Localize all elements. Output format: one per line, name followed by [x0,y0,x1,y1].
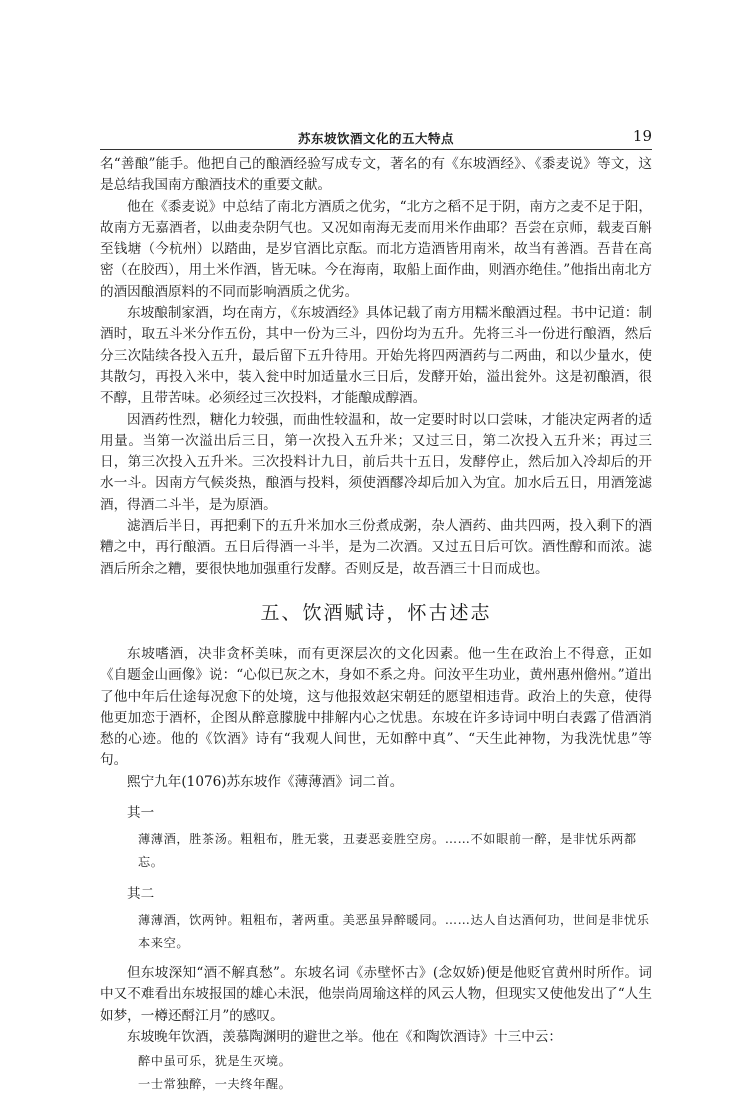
running-header [100,127,652,149]
paragraph: 因酒药性烈，糖化力较强，而曲性较温和，故一定要时时以口尝味，才能决定两者的适用量。当第一次溢出后三日，第一次投入五升米；又过三日，第二次投入五升米；再过三日，第三次投入五升米。三次投料计九日，前后共十五日，发酵停止，然后加入冷却后的开水一斗。因南方气候炎热，酿酒与投料，须使酒醪冷却后加入为宜。加水后五日，用酒笼滤酒，得酒二斗半，是为原酒。 [100,411,652,513]
paragraph: 滤酒后半日，再把剩下的五升米加水三份煮成粥，杂人酒药、曲共四两，投入剩下的酒糟之中，再行酿酒。五日后得酒一斗半，是为二次酒。又过五日后可饮。酒性醇和而浓。滤酒后所余之糟，要很快地加强重行发酵。否则反是，故吾酒三十日而成也。 [100,518,652,577]
verse-line: 醉中虽可乐，犹是生灭境。 [138,1054,292,1069]
page-number: 19 [632,127,652,145]
paragraph: 他在《黍麦说》中总结了南北方酒质之优劣，“北方之稻不足于阴，南方之麦不足于阳，故南方无嘉酒者，以曲麦杂阴气也。又况如南海无麦而用米作曲耶？吾尝在京师，载麦百斛至钱塘（今杭州）以踏曲，是岁官酒比京酝。而北方造酒皆用南米，故当有善酒。吾昔在高密（在胶西），用土米作酒，皆无味。今在海南，取船上面作曲，则酒亦绝佳。”他指出南北方的酒因酿酒原料的不同而影响酒质之优劣。 [100,198,652,300]
paragraph: 但东坡深知“酒不解真愁”。东坡名词《赤壁怀古》(念奴娇)便是他贬官黄州时所作。词中又不难看出东坡报国的雄心未泯，他崇尚周瑜这样的风云人物，但现实又使他发出了“人生如梦，一樽还酹江月”的感叹。 [100,965,652,1024]
paragraph: 名“善酿”能手。他把自己的酿酒经验写成专文，著名的有《东坡酒经》、《黍麦说》等文，这是总结我国南方酿酒技术的重要文献。 [100,156,652,194]
body-text [100,154,652,1096]
poem-label: 其一 [127,805,155,822]
header-divider [100,149,652,150]
running-header-title: 苏东坡饮酒文化的五大特点 [297,131,454,146]
paragraph: 东坡晚年饮酒，羡慕陶渊明的避世之举。他在《和陶饮酒诗》十三中云： [127,1028,562,1045]
poem-label: 其二 [127,886,155,903]
section-heading: 五、饮酒赋诗，怀古述志 [260,601,492,624]
poem-text: 薄薄酒，胜茶汤。粗粗布，胜无裳，丑妻恶妾胜空房。……不如眼前一醉，是非忧乐两都忘。 [138,832,637,870]
paragraph: 东坡嗜酒，决非贪杯美味，而有更深层次的文化因素。他一生在政治上不得意，正如《自题金山画像》说：“心似已灰之木，身如不系之舟。问汝平生功业，黄州惠州儋州。”道出了他中年后仕途每况愈下的处境，这与他报效赵宋朝廷的愿望相违背。政治上的失意，使得他更加恋于酒杯，企图从醉意朦胧中排解内心之忧患。东坡在许多诗词中明白表露了借酒消愁的心迹。他的《饮酒》诗有“我观人间世，无如醉中真”、“天生此神物，为我洗忧患”等句。 [100,645,652,769]
poem-text: 薄薄酒，饮两钟。粗粗布，著两重。美恶虽异醉暖同。……达人自达酒何功，世间是非忧乐本来空。 [138,913,650,951]
verse-line: 一士常独醉，一夫终年醒。 [138,1077,292,1092]
paragraph: 熙宁九年(1076)苏东坡作《薄薄酒》词二首。 [127,773,404,790]
paragraph: 东坡酿制家酒，均在南方，《东坡酒经》具体记载了南方用糯米酿酒过程。书中记道：制酒时，取五斗米分作五份，其中一份为三斗，四份均为五升。先将三斗一份进行酿酒，然后分三次陆续各投入五升，最后留下五升待用。开始先将四两酒药与二两曲，和以少量水，使其散匀，再投入米中，装入瓮中时加适量水三日后，发酵开始，溢出瓮外。这是初酿酒，很不醇，且带苦味。必须经过三次投料，才能酿成醇酒。 [100,305,652,407]
